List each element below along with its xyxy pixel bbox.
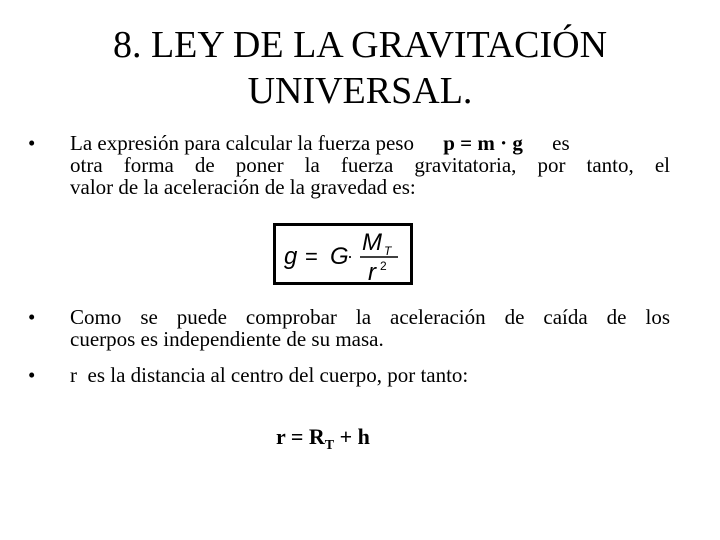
bullet1-text-b: es xyxy=(552,131,570,155)
bullet-weight-expression xyxy=(28,131,670,199)
bullet-marker: • xyxy=(28,363,36,387)
formula-equals: = xyxy=(305,244,318,269)
formula-G: G xyxy=(330,243,349,270)
bullet-distance xyxy=(28,363,670,387)
bullet-independent-mass xyxy=(28,305,670,351)
page-title xyxy=(0,22,720,114)
formula-numerator: M xyxy=(362,229,382,256)
formula-denominator-sup: 2 xyxy=(380,259,387,273)
radius-formula-sub: T xyxy=(324,438,335,453)
gravity-formula xyxy=(276,226,410,282)
formula-dot: · xyxy=(347,246,353,266)
formula-denominator: r xyxy=(368,259,376,282)
bullet2-line2: cuerpos es independiente de su masa. xyxy=(70,327,384,351)
formula-numerator-sub: T xyxy=(384,244,392,258)
bullet1-line1 xyxy=(70,132,670,154)
bullet1-line3: valor de la aceleración de la gravedad es: xyxy=(70,175,416,199)
formula-g: g xyxy=(284,243,298,270)
radius-formula-rhs: + h xyxy=(334,424,370,449)
bullet3-text: r es la distancia al centro del cuerpo, por tanto: xyxy=(70,363,469,387)
bullet1-text-a: La expresión para calcular la fuerza peso xyxy=(70,131,414,155)
title-line-2: UNIVERSAL. xyxy=(247,70,473,112)
bullet1-line2: otra forma de poner la fuerza gravitatoria, por tanto, el xyxy=(70,153,670,177)
gravity-formula-box xyxy=(273,223,413,285)
weight-formula: p = m · g xyxy=(443,131,523,155)
radius-formula xyxy=(276,424,370,454)
radius-formula-lhs: r = R xyxy=(276,424,325,449)
bullet-marker: • xyxy=(28,305,36,329)
bullet2-line1: Como se puede comprobar la aceleración de caída de los xyxy=(70,305,670,329)
bullet-marker: • xyxy=(28,131,36,155)
title-line-1: 8. LEY DE LA GRAVITACIÓN xyxy=(112,24,608,66)
